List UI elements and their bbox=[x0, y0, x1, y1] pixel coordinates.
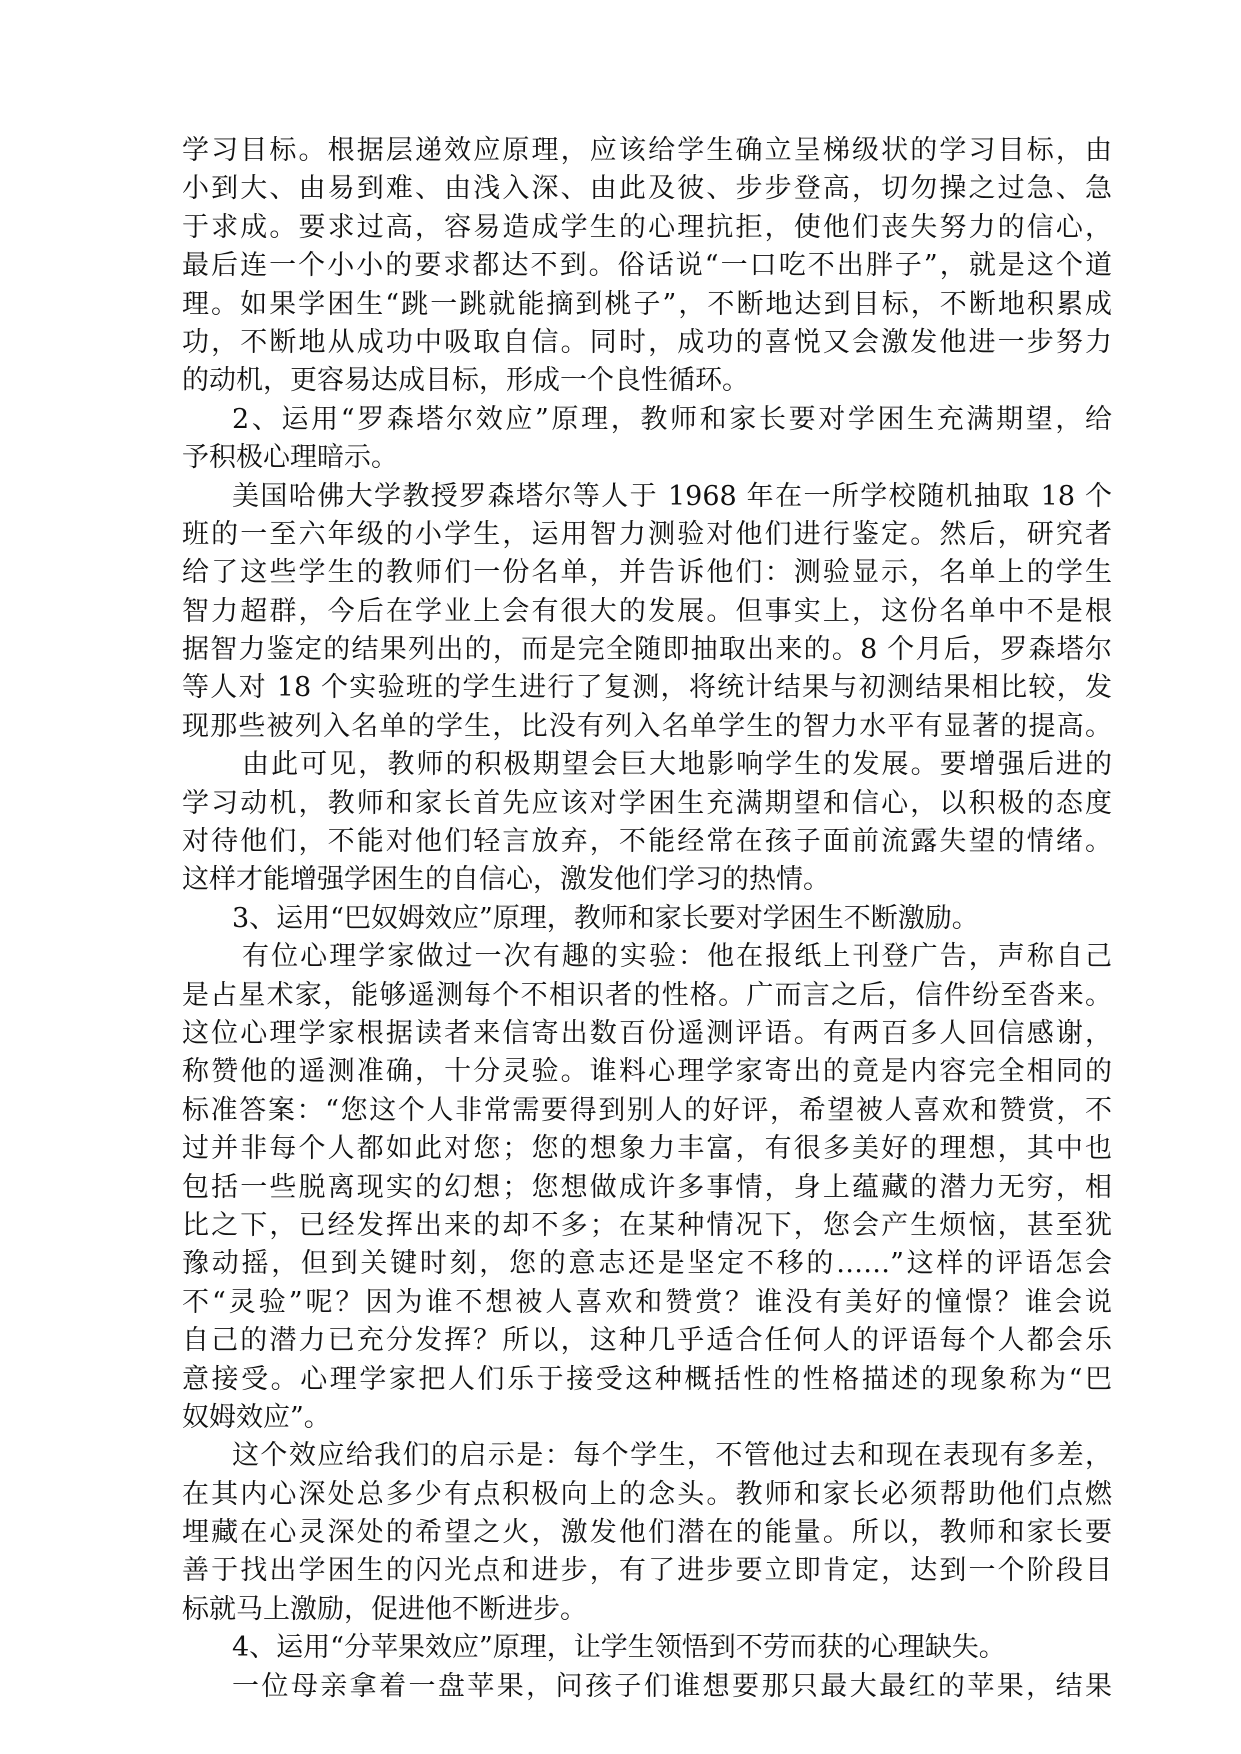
text-line: 意接受。心理学家把人们乐于接受这种概括性的性格描述的现象称为“巴 bbox=[182, 1363, 1112, 1395]
text-line: 于求成。要求过高，容易造成学生的心理抗拒，使他们丧失努力的信心， bbox=[182, 211, 1112, 243]
text-line: 豫动摇，但到关键时刻，您的意志还是坚定不移的……”这样的评语怎会 bbox=[182, 1248, 1112, 1280]
text-line: 班的一至六年级的小学生，运用智力测验对他们进行鉴定。然后，研究者 bbox=[182, 518, 1112, 550]
text-line: 标准答案：“您这个人非常需要得到别人的好评，希望被人喜欢和赞赏，不 bbox=[182, 1094, 1112, 1126]
text-line: 埋藏在心灵深处的希望之火，激发他们潜在的能量。所以，教师和家长要 bbox=[182, 1517, 1112, 1549]
text-line: 的动机，更容易达成目标，形成一个良性循环。 bbox=[182, 365, 749, 397]
section-heading-line: 3、运用“巴奴姆效应”原理，教师和家长要对学困生不断激励。 bbox=[232, 902, 979, 934]
text-line: 不“灵验”呢？因为谁不想被人喜欢和赞赏？谁没有美好的憧憬？谁会说 bbox=[182, 1286, 1112, 1318]
text-line: 奴姆效应”。 bbox=[182, 1401, 331, 1433]
text-line: 有位心理学家做过一次有趣的实验：他在报纸上刊登广告，声称自己 bbox=[242, 941, 1112, 973]
text-line: 理。如果学困生“跳一跳就能摘到桃子”，不断地达到目标，不断地积累成 bbox=[182, 288, 1112, 320]
text-line: 学习目标。根据层递效应原理，应该给学生确立呈梯级状的学习目标，由 bbox=[182, 135, 1112, 166]
text-line: 最后连一个小小的要求都达不到。俗话说“一口吃不出胖子”，就是这个道 bbox=[182, 250, 1112, 282]
section-heading-line: 2、运用“罗森塔尔效应”原理，教师和家长要对学困生充满期望，给 bbox=[232, 403, 1112, 435]
text-line: 现那些被列入名单的学生，比没有列入名单学生的智力水平有显著的提高。 bbox=[182, 710, 1112, 742]
text-line: 过并非每个人都如此对您；您的想象力丰富，有很多美好的理想，其中也 bbox=[182, 1133, 1112, 1165]
text-line: 等人对 18 个实验班的学生进行了复测，将统计结果与初测结果相比较，发 bbox=[182, 672, 1112, 704]
text-line: 美国哈佛大学教授罗森塔尔等人于 1968 年在一所学校随机抽取 18 个 bbox=[232, 480, 1112, 512]
text-line: 智力超群，今后在学业上会有很大的发展。但事实上，这份名单中不是根 bbox=[182, 595, 1112, 627]
section-heading-line: 予积极心理暗示。 bbox=[182, 442, 398, 474]
text-line: 比之下，已经发挥出来的却不多；在某种情况下，您会产生烦恼，甚至犹 bbox=[182, 1209, 1112, 1241]
text-line: 在其内心深处总多少有点积极向上的念头。教师和家长必须帮助他们点燃 bbox=[182, 1478, 1112, 1510]
text-line: 功，不断地从成功中吸取自信。同时，成功的喜悦又会激发他进一步努力 bbox=[182, 326, 1112, 358]
section-heading-line: 4、运用“分苹果效应”原理，让学生领悟到不劳而获的心理缺失。 bbox=[232, 1632, 1006, 1664]
document-page bbox=[182, 132, 1112, 1706]
text-line: 给了这些学生的教师们一份名单，并告诉他们：测验显示，名单上的学生 bbox=[182, 557, 1112, 589]
text-line: 学习动机，教师和家长首先应该对学困生充满期望和信心，以积极的态度 bbox=[182, 787, 1112, 819]
text-line: 称赞他的遥测准确，十分灵验。谁料心理学家寄出的竟是内容完全相同的 bbox=[182, 1056, 1112, 1088]
text-line: 一位母亲拿着一盘苹果，问孩子们谁想要那只最大最红的苹果，结果 bbox=[232, 1670, 1112, 1702]
text-line: 善于找出学困生的闪光点和进步，有了进步要立即肯定，达到一个阶段目 bbox=[182, 1555, 1112, 1587]
text-line: 包括一些脱离现实的幻想；您想做成许多事情，身上蕴藏的潜力无穷，相 bbox=[182, 1171, 1112, 1203]
text-line: 小到大、由易到难、由浅入深、由此及彼、步步登高，切勿操之过急、急 bbox=[182, 173, 1112, 205]
text-line: 据智力鉴定的结果列出的，而是完全随即抽取出来的。8 个月后，罗森塔尔 bbox=[182, 634, 1112, 666]
text-line: 自己的潜力已充分发挥？所以，这种几乎适合任何人的评语每个人都会乐 bbox=[182, 1325, 1112, 1357]
text-line: 是占星术家，能够遥测每个不相识者的性格。广而言之后，信件纷至沓来。 bbox=[182, 979, 1112, 1011]
text-line: 标就马上激励，促进他不断进步。 bbox=[182, 1593, 587, 1625]
text-line: 这样才能增强学困生的自信心，激发他们学习的热情。 bbox=[182, 864, 830, 896]
text-line: 这位心理学家根据读者来信寄出数百份遥测评语。有两百多人回信感谢， bbox=[182, 1017, 1112, 1049]
text-line: 对待他们，不能对他们轻言放弃，不能经常在孩子面前流露失望的情绪。 bbox=[182, 826, 1112, 858]
text-line: 由此可见，教师的积极期望会巨大地影响学生的发展。要增强后进的 bbox=[242, 749, 1112, 781]
text-line: 这个效应给我们的启示是：每个学生，不管他过去和现在表现有多差， bbox=[232, 1440, 1112, 1472]
